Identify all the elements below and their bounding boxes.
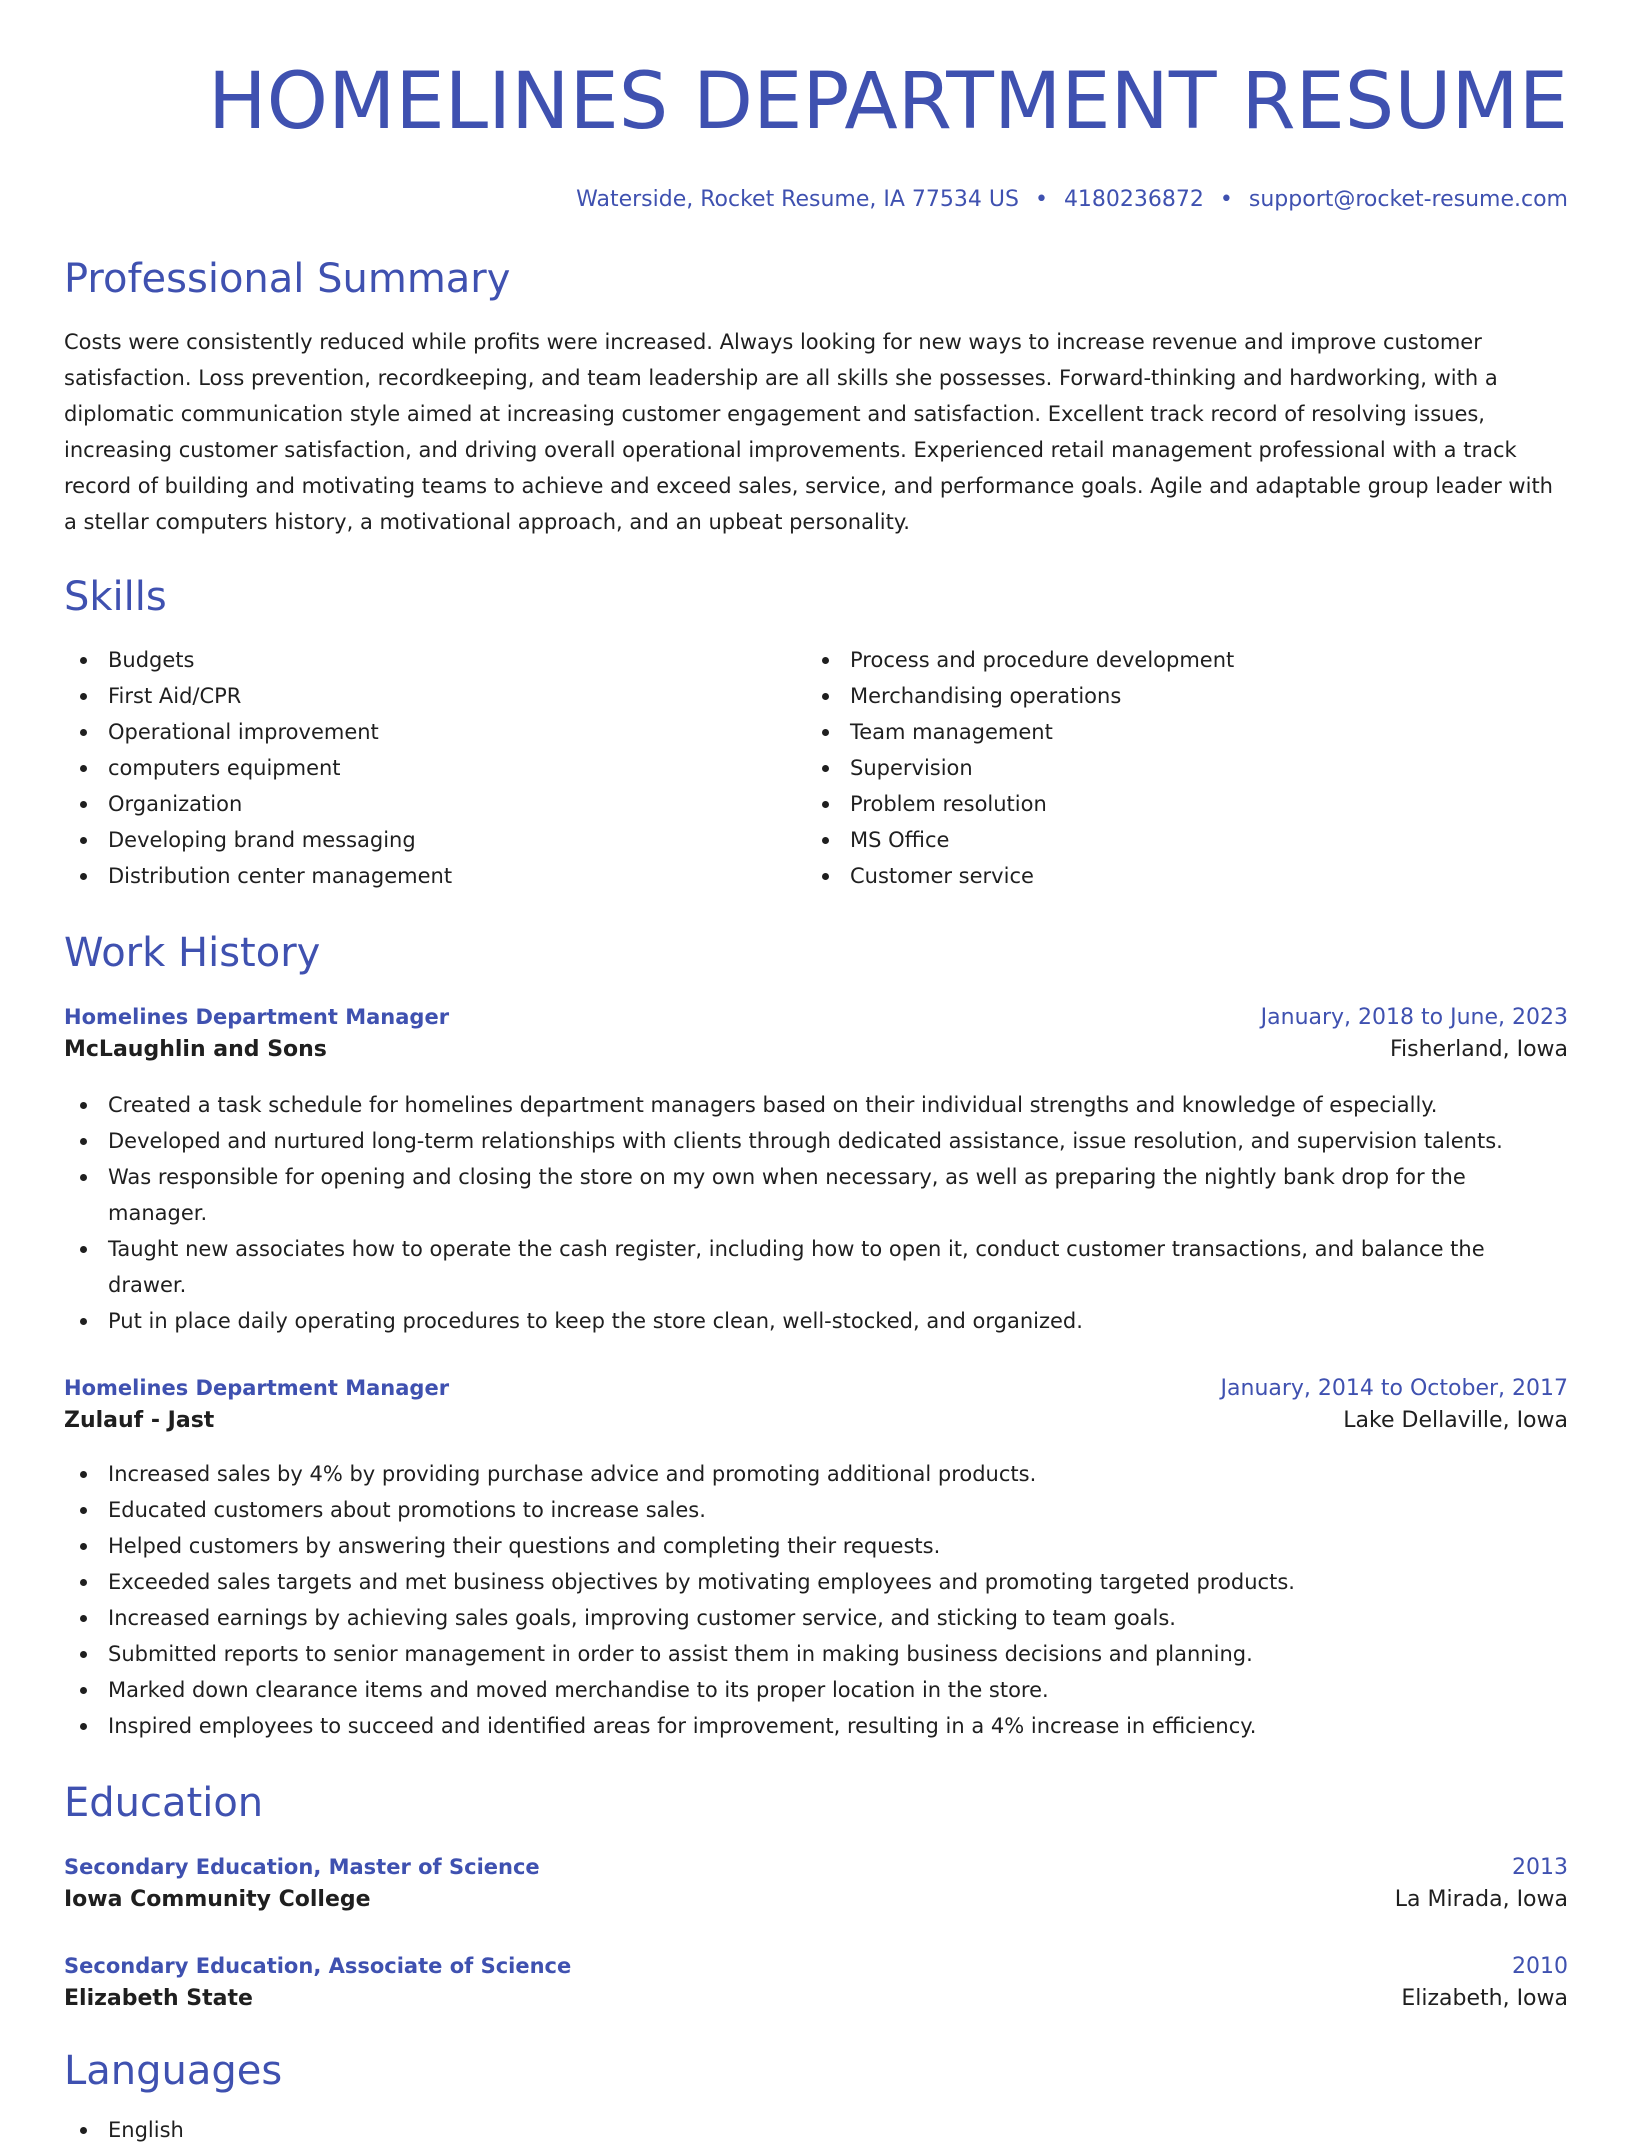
job-dates: January, 2018 to June, 2023 [1260,1005,1568,1030]
skills-heading: Skills [64,574,167,620]
skill-item: Customer service [806,858,1548,894]
job-title-row [64,1373,1568,1404]
degree-row [64,1852,1568,1883]
summary-heading: Professional Summary [64,256,511,302]
job-location: Fisherland, Iowa [1389,1037,1568,1062]
skill-item: Problem resolution [806,786,1548,822]
language-item: English [64,2112,1568,2148]
skills-list [64,642,1568,894]
school-row [64,1982,1568,2016]
school-name: Iowa Community College [64,1887,371,1912]
graduation-year: 2013 [1512,1855,1568,1880]
degree-title: Secondary Education, Associate of Science [64,1954,572,1978]
job-dates: January, 2014 to October, 2017 [1220,1376,1568,1401]
job-entry [64,1002,1568,1339]
education-entry [64,1852,1568,1917]
graduation-year: 2010 [1512,1954,1568,1979]
job-bullet: Inspired employees to succeed and identified areas for improvement, resulting in a 4% increase in efficiency. [64,1708,1568,1744]
skill-item: Team management [806,714,1548,750]
job-bullets [64,1087,1568,1339]
contact-separator: • [1219,187,1233,212]
job-entry [64,1373,1568,1744]
skill-item: MS Office [806,822,1548,858]
languages-heading: Languages [64,2048,283,2094]
skill-item: Process and procedure development [806,642,1548,678]
education-entry [64,1951,1568,2016]
contact-separator: • [1034,187,1048,212]
job-bullet: Was responsible for opening and closing the store on my own when necessary, as well as preparing the nightly bank drop for the manager. [64,1159,1568,1231]
job-bullet: Submitted reports to senior management in order to assist them in making business decisions and planning. [64,1636,1568,1672]
school-location: La Mirada, Iowa [1394,1887,1568,1912]
skill-item: Operational improvement [64,714,806,750]
skill-item: Organization [64,786,806,822]
job-location: Lake Dellaville, Iowa [1343,1408,1568,1433]
job-bullet: Created a task schedule for homelines department managers based on their individual strengths and knowledge of especially. [64,1087,1568,1123]
skill-item: Merchandising operations [806,678,1548,714]
job-company: Zulauf - Jast [64,1408,215,1433]
job-bullet: Exceeded sales targets and met business objectives by motivating employees and promoting targeted products. [64,1564,1568,1600]
job-title-row [64,1002,1568,1033]
contact-email[interactable]: support@rocket-resume.com [1248,187,1568,212]
job-bullet: Developed and nurtured long-term relationships with clients through dedicated assistance, issue resolution, and supervision talents. [64,1123,1568,1159]
job-bullet: Marked down clearance items and moved merchandise to its proper location in the store. [64,1672,1568,1708]
skill-item: Distribution center management [64,858,806,894]
job-title: Homelines Department Manager [64,1005,450,1029]
summary-text: Costs were consistently reduced while profits were increased. Always looking for new ways to increase revenue and improve customer satisfaction. Loss prevention, recordkeeping, and team leadership are all skills she possesses. Forward-thinking and hardworking, with a diplomatic communication style aimed at increasing customer engagement and satisfaction. Excellent track record of resolving issues, increasing customer satisfaction, and driving overall operational improvements. Experienced retail management professional with a track record of building and motivating teams to achieve and exceed sales, service, and performance goals. Agile and adaptable group leader with a stellar computers history, a motivational approach, and an upbeat personality. [64,330,1553,534]
job-company-row [64,1033,1568,1067]
job-bullet: Helped customers by answering their questions and completing their requests. [64,1528,1568,1564]
skill-item: Budgets [64,642,806,678]
skills-column-right [806,642,1548,894]
job-company: McLaughlin and Sons [64,1037,327,1062]
skill-item: First Aid/CPR [64,678,806,714]
school-name: Elizabeth State [64,1986,253,2011]
skill-item: computers equipment [64,750,806,786]
degree-row [64,1951,1568,1982]
job-bullet: Taught new associates how to operate the cash register, including how to open it, conduct customer transactions, and balance the drawer. [64,1231,1568,1303]
work-history-heading: Work History [64,930,321,976]
job-bullet: Increased earnings by achieving sales goals, improving customer service, and sticking to team goals. [64,1600,1568,1636]
degree-title: Secondary Education, Master of Science [64,1855,540,1879]
contact-phone: 4180236872 [1063,187,1204,212]
languages-list [64,2112,1568,2148]
contact-line [64,186,1568,214]
school-row [64,1883,1568,1917]
job-bullet: Educated customers about promotions to increase sales. [64,1492,1568,1528]
job-title: Homelines Department Manager [64,1376,450,1400]
skill-item: Supervision [806,750,1548,786]
resume-name: HOMELINES DEPARTMENT RESUME [208,57,1568,147]
school-location: Elizabeth, Iowa [1401,1986,1568,2011]
job-company-row [64,1404,1568,1438]
job-bullets [64,1456,1568,1744]
education-heading: Education [64,1780,264,1826]
skill-item: Developing brand messaging [64,822,806,858]
job-bullet: Increased sales by 4% by providing purchase advice and promoting additional products. [64,1456,1568,1492]
job-bullet: Put in place daily operating procedures to keep the store clean, well-stocked, and organized. [64,1303,1568,1339]
skills-column-left [64,642,806,894]
contact-address: Waterside, Rocket Resume, IA 77534 US [576,187,1019,212]
resume-header [64,0,1568,214]
